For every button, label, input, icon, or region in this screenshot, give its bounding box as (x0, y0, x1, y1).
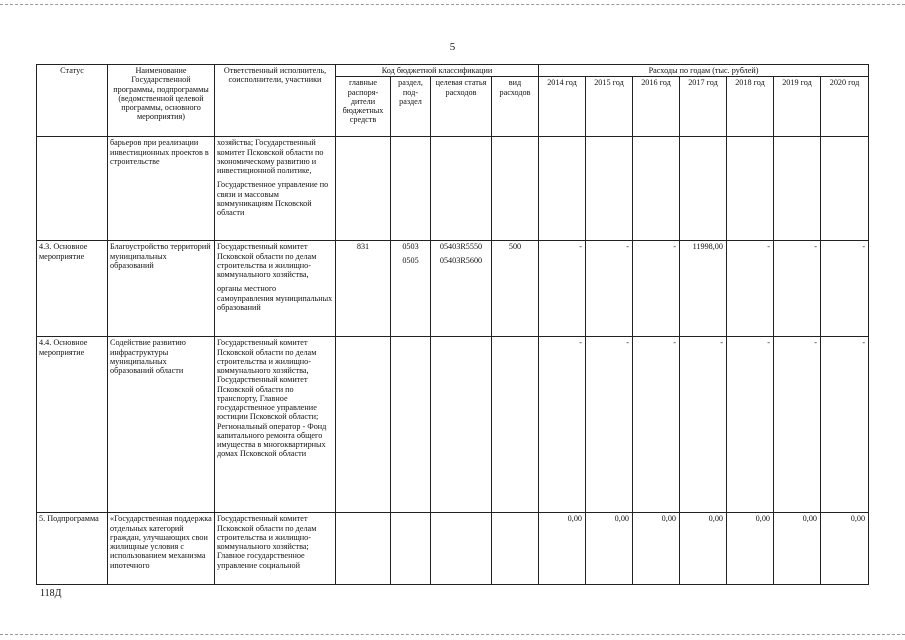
header-vr: вид расходов (492, 77, 539, 137)
row-vr (492, 513, 539, 585)
table-row (37, 337, 869, 513)
row-value (539, 137, 586, 241)
budget-table (36, 64, 869, 585)
row-rzpr (391, 337, 431, 513)
row-value: 0,00 (633, 513, 680, 585)
row-responsible (215, 137, 336, 241)
page-number: 5 (449, 41, 456, 53)
row-csr (431, 513, 492, 585)
header-grbs: главные распоря-дители бюджетных средств (336, 77, 391, 137)
row-rzpr-value: 0503 (402, 242, 419, 252)
row-value: - (586, 337, 633, 513)
row-name: «Государственная поддержка отдельных категорий граждан, улучшающих свои жилищные условия с использованием механизма ипотечного (108, 513, 215, 585)
row-value (727, 137, 774, 241)
row-value: - (539, 337, 586, 513)
header-responsible: Ответственный исполнитель, соисполнители, участники (215, 65, 336, 137)
row-status (37, 137, 108, 241)
row-value (774, 137, 821, 241)
row-rzpr (391, 513, 431, 585)
row-grbs: 831 (336, 241, 391, 337)
row-vr: 500 (492, 241, 539, 337)
document-code: 118Д (40, 588, 62, 599)
row-grbs (336, 137, 391, 241)
table-row (37, 137, 869, 241)
row-value: - (539, 241, 586, 337)
header-rzpr: раздел, под-раздел (391, 77, 431, 137)
row-value: - (586, 241, 633, 337)
row-name: Благоустройство территорий муниципальных образований (108, 241, 215, 337)
row-value: 0,00 (539, 513, 586, 585)
row-value: - (680, 337, 727, 513)
table-row (37, 241, 869, 337)
header-row-1 (37, 65, 869, 77)
row-value: - (633, 241, 680, 337)
row-csr-value: 05403R5600 (439, 255, 483, 265)
row-rzpr (391, 241, 431, 337)
scan-edge-top (0, 4, 905, 5)
row-status: 5. Подпрограмма (37, 513, 108, 585)
row-value: - (821, 241, 869, 337)
row-value: 0,00 (727, 513, 774, 585)
row-responsible-part: Государственный комитет Псковской области по делам строительства и жилищно-коммунального хозяйства, Государственный комитет Псковской области по транспорту, Главное государственное управление юстиции Псковской области; Региональный оператор - Фонд капитального ремонта общего имущества в многоквартирных домах Псковской области (217, 338, 327, 459)
header-year: 2018 год (727, 77, 774, 137)
row-responsible-part: Государственный комитет Псковской области по делам строительства и жилищно-коммунального хозяйства, (217, 242, 317, 280)
header-budget-code: Код бюджетной классификации (336, 65, 539, 77)
header-csr: целевая статья расходов (431, 77, 492, 137)
row-csr (431, 241, 492, 337)
row-value (821, 137, 869, 241)
header-year: 2016 год (633, 77, 680, 137)
row-responsible (215, 513, 336, 585)
header-expenses: Расходы по годам (тыс. рублей) (539, 65, 869, 77)
row-value: - (821, 337, 869, 513)
row-value (586, 137, 633, 241)
row-value: 0,00 (586, 513, 633, 585)
row-csr-value: 05403R5550 (439, 242, 483, 252)
table-row (37, 513, 869, 585)
row-responsible-part: Государственный комитет Псковской области по делам строительства и жилищно-коммунального хозяйства; Главное государственное управление социальной (217, 514, 317, 570)
header-year: 2014 год (539, 77, 586, 137)
row-vr (492, 137, 539, 241)
header-year: 2015 год (586, 77, 633, 137)
row-responsible-part: органы местного самоуправления муниципальных образований (217, 284, 333, 312)
row-responsible (215, 337, 336, 513)
row-status: 4.4. Основное мероприятие (37, 337, 108, 513)
row-csr (431, 337, 492, 513)
header-program-name: Наименование Государственной программы, подпрограммы (ведомственной целевой программы, основного мероприятия) (108, 65, 215, 137)
row-value: 0,00 (821, 513, 869, 585)
row-value (633, 137, 680, 241)
row-value: - (727, 337, 774, 513)
row-value: - (774, 241, 821, 337)
scan-edge-bottom (0, 634, 905, 635)
row-name: барьеров при реализации инвестиционных проектов в строительстве (108, 137, 215, 241)
row-grbs (336, 337, 391, 513)
row-responsible-part: хозяйства; Государственный комитет Псковской области по экономическому развитию и инвестиционной политике, (217, 138, 324, 176)
row-vr (492, 337, 539, 513)
row-value: 11998,00 (680, 241, 727, 337)
row-name: Содействие развитию инфраструктуры муниципальных образований области (108, 337, 215, 513)
row-value: - (774, 337, 821, 513)
row-responsible-part: Государственное управление по связи и массовым коммуникациям Псковской области (217, 180, 329, 218)
row-value: 0,00 (774, 513, 821, 585)
row-value (680, 137, 727, 241)
row-rzpr-value: 0505 (402, 255, 419, 265)
row-value: - (633, 337, 680, 513)
header-status: Статус (37, 65, 108, 137)
header-year: 2017 год (680, 77, 727, 137)
row-rzpr (391, 137, 431, 241)
row-grbs (336, 513, 391, 585)
row-csr (431, 137, 492, 241)
row-responsible (215, 241, 336, 337)
header-year: 2019 год (774, 77, 821, 137)
row-value: 0,00 (680, 513, 727, 585)
row-status: 4.3. Основное мероприятие (37, 241, 108, 337)
row-value: - (727, 241, 774, 337)
header-year: 2020 год (821, 77, 869, 137)
